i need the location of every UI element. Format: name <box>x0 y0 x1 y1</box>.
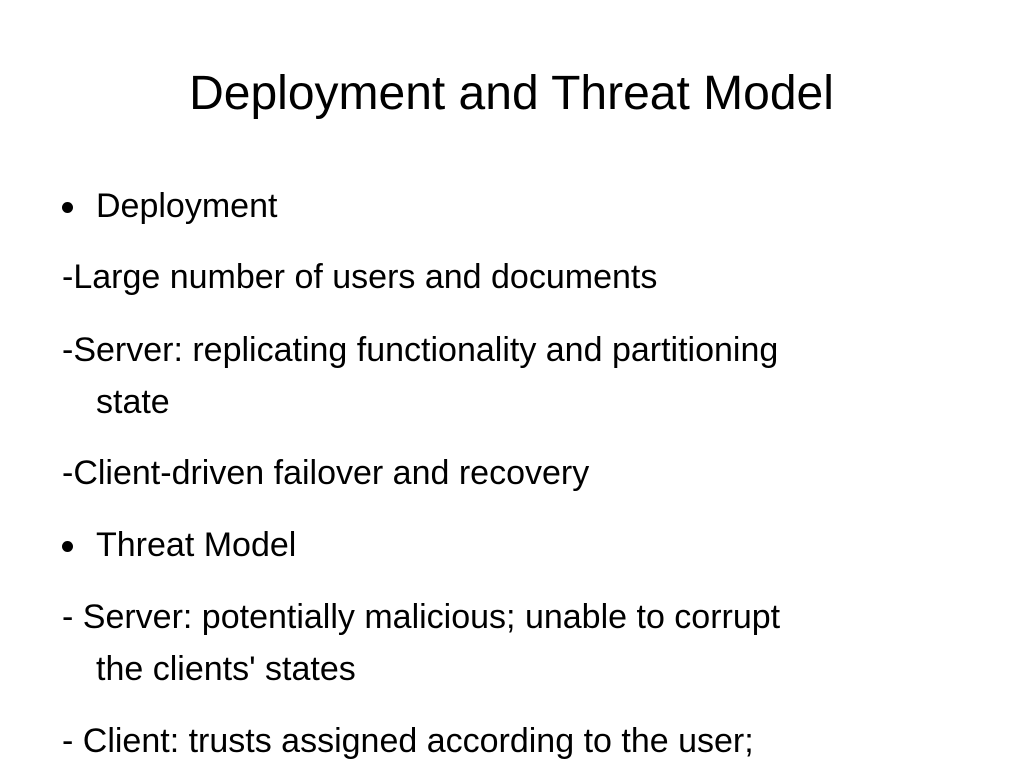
sub-item-continuation: state <box>96 383 170 421</box>
bullet-dot-icon <box>62 202 73 213</box>
slide-title: Deployment and Threat Model <box>189 67 834 120</box>
sub-item-text: - Client: trusts assigned according to the user; <box>62 722 754 760</box>
sub-item-text: -Server: replicating functionality and partitioning <box>62 331 779 369</box>
sub-item-continuation: the clients' states <box>96 650 356 688</box>
bullet-item-deployment <box>0 187 1023 227</box>
sub-item-text: - Server: potentially malicious; unable to corrupt <box>62 598 781 636</box>
bullet-item-threat-model <box>0 526 1023 566</box>
sub-item-text: -Client-driven failover and recovery <box>62 454 590 492</box>
bullet-text: Deployment <box>96 187 278 225</box>
bullet-dot-icon <box>62 541 73 552</box>
sub-item-text: -Large number of users and documents <box>62 258 658 296</box>
bullet-text: Threat Model <box>96 526 297 564</box>
